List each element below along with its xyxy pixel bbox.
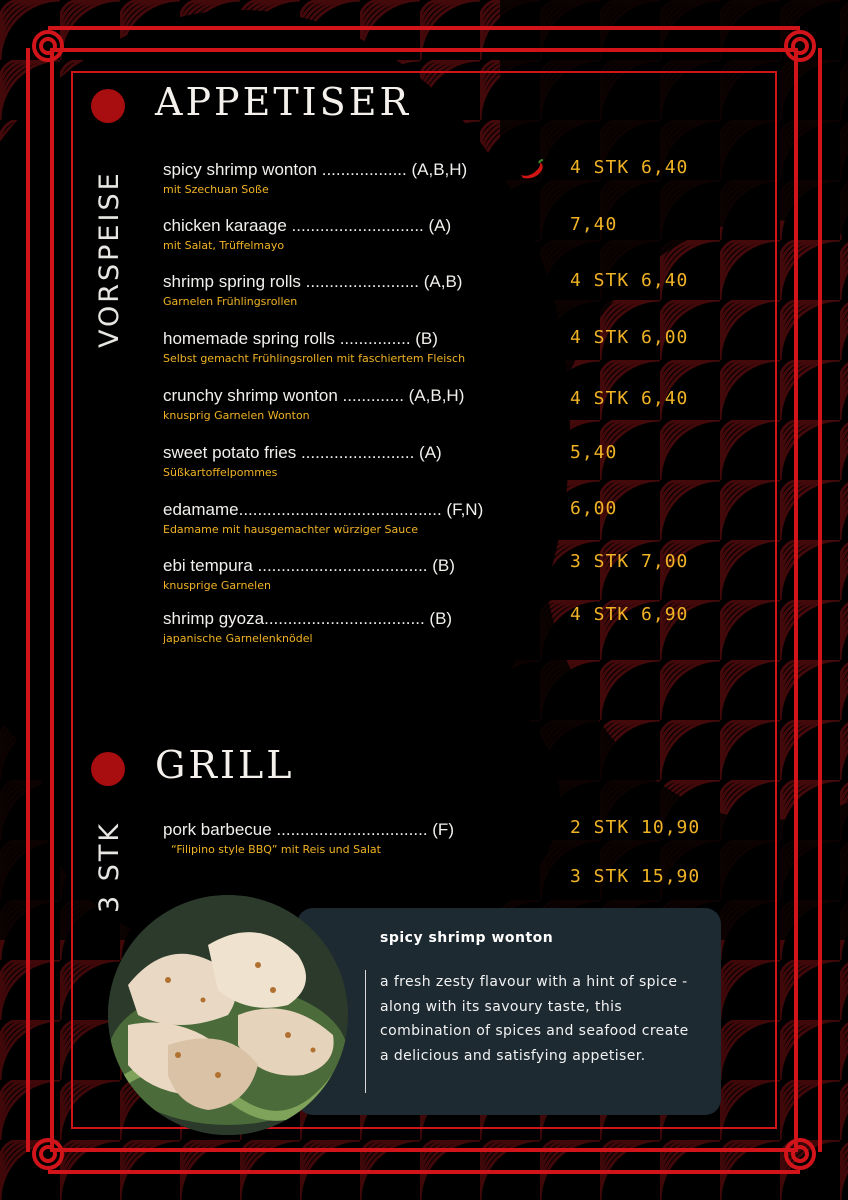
menu-item-name: chicken karaage ............................ (A) <box>163 216 452 235</box>
menu-item <box>163 443 533 479</box>
menu-item <box>163 556 533 592</box>
menu-item-description: japanische Garnelenknödel <box>163 632 313 645</box>
menu-item-price: 4 STK 6,40 <box>570 157 689 178</box>
menu-item-name: homemade spring rolls ............... (B) <box>163 329 438 348</box>
menu-item-name: sweet potato fries ........................ (A) <box>163 443 442 462</box>
menu-item-pork-barbecue <box>163 820 533 856</box>
menu-item <box>163 160 533 196</box>
menu-item-name: pork barbecue ................................ (F) <box>163 820 454 839</box>
menu-item-price: 4 STK 6,40 <box>570 388 689 409</box>
menu-item-price: 6,00 <box>570 498 618 519</box>
menu-item-price: 4 STK 6,90 <box>570 604 689 625</box>
menu-item-name: shrimp spring rolls ........................ (A,B) <box>163 272 463 291</box>
menu-item <box>163 329 533 365</box>
menu-item-price: 3 STK 7,00 <box>570 551 689 572</box>
feature-card <box>297 908 721 1115</box>
menu-item-description: Selbst gemacht Frühlingsrollen mit faschiertem Fleisch <box>163 352 466 365</box>
menu-item-name: edamame........................................... (F,N) <box>163 500 484 519</box>
menu-item-description: mit Salat, Trüffelmayo <box>163 239 285 252</box>
grill-title: GRILL <box>155 743 295 787</box>
menu-item-description: mit Szechuan Soße <box>163 183 269 196</box>
grill-side-label: 3 STK <box>94 820 125 913</box>
feature-card-title: spicy shrimp wonton <box>380 930 554 946</box>
menu-item-price: 7,40 <box>570 214 618 235</box>
feature-card-divider <box>365 970 366 1093</box>
grill-bullet <box>91 752 125 786</box>
menu-item <box>163 609 533 645</box>
wonton-photo-icon <box>108 895 348 1135</box>
menu-item <box>163 272 533 308</box>
menu-item-description: knusprig Garnelen Wonton <box>163 409 310 422</box>
menu-item-price: 4 STK 6,00 <box>570 327 689 348</box>
price-2stk: 2 STK 10,90 <box>570 817 701 838</box>
price-3stk: 3 STK 15,90 <box>570 866 701 887</box>
feature-card-description: a fresh zesty flavour with a hint of spice - along with its savoury taste, this combination of spices and seafood create a delicious and satisfying appetiser. <box>380 974 689 1064</box>
menu-item-description: Edamame mit hausgemachter würziger Sauce <box>163 523 419 536</box>
menu-item-price: 4 STK 6,40 <box>570 270 689 291</box>
menu-item <box>163 386 533 422</box>
appetiser-bullet <box>91 89 125 123</box>
menu-item-name: crunchy shrimp wonton ............. (A,B,H) <box>163 386 465 405</box>
menu-item-description: “Filipino style BBQ” mit Reis und Salat <box>171 843 381 856</box>
menu-item-name: shrimp gyoza.................................. (B) <box>163 609 453 628</box>
menu-item-price: 5,40 <box>570 442 618 463</box>
appetiser-title: APPETISER <box>155 80 412 124</box>
menu-item-name: spicy shrimp wonton .................. (A,B,H) <box>163 160 468 179</box>
menu-item <box>163 216 533 252</box>
appetiser-side-label: VORSPEISE <box>94 170 125 348</box>
chili-pepper-icon <box>518 159 546 181</box>
menu-item-name: ebi tempura .................................... (B) <box>163 556 455 575</box>
menu-item-description: Süßkartoffelpommes <box>163 466 278 479</box>
menu-item-description: knusprige Garnelen <box>163 579 271 592</box>
menu-item <box>163 500 533 536</box>
menu-item-description: Garnelen Frühlingsrollen <box>163 295 298 308</box>
